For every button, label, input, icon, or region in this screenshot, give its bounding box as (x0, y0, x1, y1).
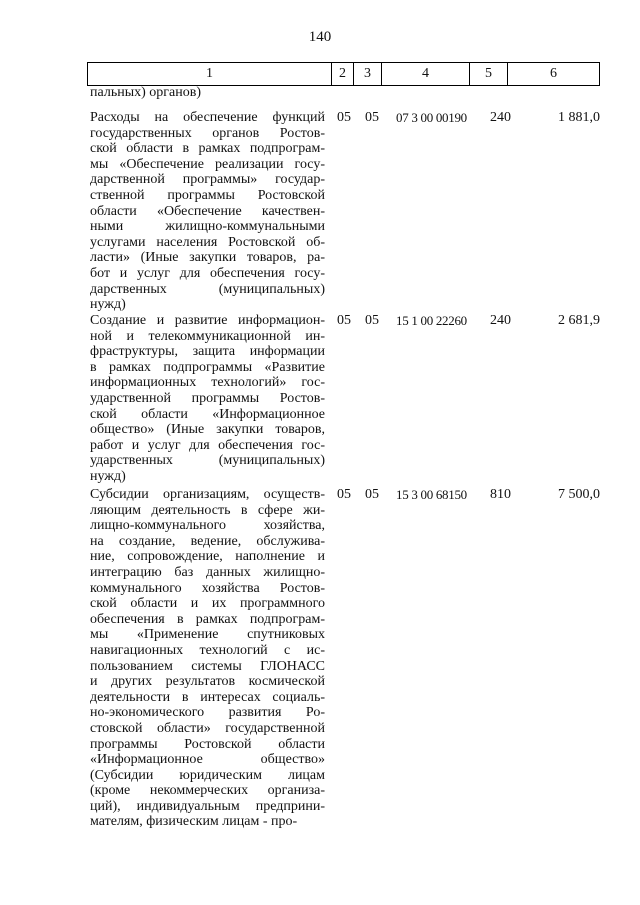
description-line: ской области и их программного (90, 596, 325, 612)
header-col-2: 2 (332, 63, 354, 85)
description-line: в рамках подпрограммы «Развитие (90, 359, 325, 375)
description-line: (кроме некоммерческих организа- (90, 783, 325, 799)
section-code: 05 (337, 487, 351, 502)
description-line: Расходы на обеспечение функций (90, 110, 325, 125)
description-line: но-экономического развития Ро- (90, 705, 325, 721)
subsection-code: 05 (365, 487, 379, 502)
header-col-5: 5 (470, 63, 508, 85)
row-description (90, 487, 325, 830)
header-col-4: 4 (382, 63, 470, 85)
description-line: (Субсидии юридическим лицам (90, 767, 325, 783)
table-header (87, 62, 600, 86)
expense-type-code: 240 (490, 313, 511, 328)
description-line: деятельности в интересах социаль- (90, 689, 325, 705)
target-article-code: 15 1 00 22260 (396, 313, 467, 328)
description-line: ной и телекоммуникационной ин- (90, 328, 325, 344)
header-col-3: 3 (354, 63, 382, 85)
row-description (90, 110, 325, 313)
description-line: Создание и развитие информацион- (90, 313, 325, 328)
description-line: нужд) (90, 297, 126, 313)
header-col-6: 6 (550, 66, 557, 81)
description-line: ляющим деятельность в сфере жи- (90, 502, 325, 518)
description-line: обеспечения в рамках подпрограм- (90, 611, 325, 627)
header-col-1: 1 (88, 63, 332, 85)
continuation-text: пальных) органов) (90, 85, 201, 100)
description-line: на создание, ведение, обслужива- (90, 533, 325, 549)
description-line: стовской области» государственной (90, 720, 325, 736)
description-line: интеграцию баз данных жилищно- (90, 564, 325, 580)
description-line: ние, сопровождение, наполнение и (90, 549, 325, 565)
description-line: ными жилищно-коммунальными (90, 219, 325, 235)
description-line: ласти» (Иные закупки товаров, ра- (90, 250, 325, 266)
description-line: информационных технологий» гос- (90, 375, 325, 391)
target-article-code: 07 3 00 00190 (396, 110, 467, 125)
amount: 2 681,9 (558, 313, 600, 328)
section-code: 05 (337, 110, 351, 125)
section-code: 05 (337, 313, 351, 328)
description-line: ударственных (муниципальных) (90, 453, 325, 469)
description-line: коммунального хозяйства Ростов- (90, 580, 325, 596)
expense-type-code: 240 (490, 110, 511, 125)
description-line: программы Ростовской области (90, 736, 325, 752)
description-line: «Информационное общество» (90, 752, 325, 768)
description-line: Субсидии организациям, осуществ- (90, 487, 325, 502)
description-line: ской области «Информационное (90, 406, 325, 422)
description-line: навигационных технологий с ис- (90, 642, 325, 658)
subsection-code: 05 (365, 313, 379, 328)
description-line: нужд) (90, 468, 126, 484)
target-article-code: 15 3 00 68150 (396, 487, 467, 502)
description-line: дарственной программы» государ- (90, 172, 325, 188)
description-line: ций), индивидуальным предприни- (90, 798, 325, 814)
page-number: 140 (308, 29, 332, 45)
description-line: и других результатов космической (90, 674, 325, 690)
description-line: бот и услуг для обеспечения госу- (90, 265, 325, 281)
description-line: общество» (Иные закупки товаров, (90, 422, 325, 438)
description-line: работ и услуг для обеспечения гос- (90, 437, 325, 453)
description-line: ской области в рамках подпрограм- (90, 141, 325, 157)
description-line: ударственной программы Ростов- (90, 390, 325, 406)
amount: 1 881,0 (558, 110, 600, 125)
description-line: лищно-коммунального хозяйства, (90, 518, 325, 534)
expense-type-code: 810 (490, 487, 511, 502)
description-line: фраструктуры, защита информации (90, 344, 325, 360)
description-line: пользованием системы ГЛОНАСС (90, 658, 325, 674)
description-line: мы «Применение спутниковых (90, 627, 325, 643)
description-line: мы «Обеспечение реализации госу- (90, 156, 325, 172)
row-description (90, 313, 325, 485)
description-line: государственных органов Ростов- (90, 125, 325, 141)
description-line: дарственных (муниципальных) (90, 281, 325, 297)
subsection-code: 05 (365, 110, 379, 125)
amount: 7 500,0 (558, 487, 600, 502)
description-line: области «Обеспечение качествен- (90, 203, 325, 219)
description-line: ственной программы Ростовской (90, 187, 325, 203)
description-line: мателям, физическим лицам - про- (90, 814, 298, 830)
description-line: услугами населения Ростовской об- (90, 234, 325, 250)
